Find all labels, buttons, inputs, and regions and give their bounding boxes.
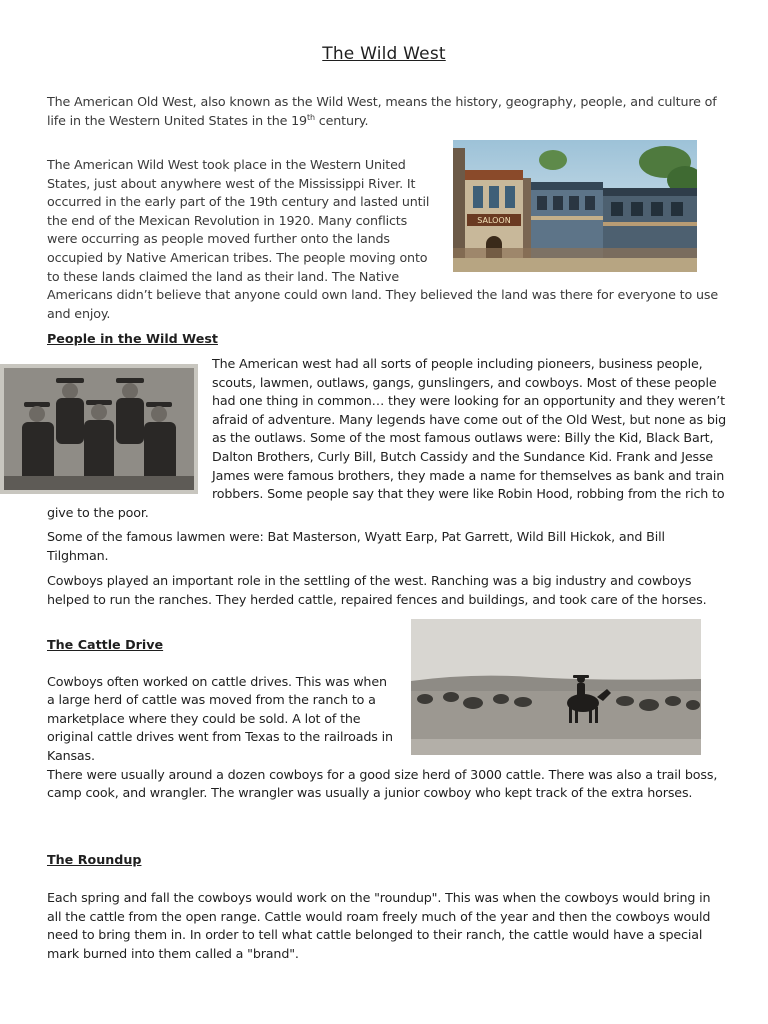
- people-paragraph: The American west had all sorts of people including pioneers, business people, scouts, lawmen, outlaws, gangs, gunslingers, and cowboys. Most of these people had one thing in common… they were looking for an opportunity and they weren’t afraid of adventure. Many legends have come out of the Old West, but none as big as the outlaws. Some of the most famous outlaws were: Billy the Kid, Black Bart, Dalton Brothers, Curly Bill, Butch Cassidy and the Sundance Kid. Frank and Jesse James were famous brothers, they made a name for themselves as bank and train robbers. Some people say that they were like Robin Hood, robbing from the rich to give to the poor.: [47, 356, 727, 520]
- western-town-photo: [453, 140, 697, 272]
- cattle-drive-paragraph-2: There were usually around a dozen cowboys for a good size herd of 3000 cattle. There was also a trail boss, camp cook, and wrangler. The wrangler was usually a junior cowboy who kept track of the extra horses.: [47, 766, 718, 801]
- outlaws-group-photo: [0, 364, 198, 494]
- intro-paragraph: [47, 93, 727, 130]
- description-section: [47, 156, 727, 323]
- intro-text: The American Old West, also known as the Wild West, means the history, geography, people, and culture of life in the Western United States in the 19: [47, 94, 717, 128]
- saloon-sign-text: SALOON: [477, 216, 511, 225]
- page-title: The Wild West: [322, 44, 446, 64]
- lawmen-paragraph: Some of the famous lawmen were: Bat Masterson, Wyatt Earp, Pat Garrett, Wild Bill Hickok, and Bill Tilghman.: [47, 529, 665, 563]
- people-heading: People in the Wild West: [47, 331, 218, 346]
- cattle-drive-photo: [411, 619, 701, 755]
- cowboys-paragraph: Cowboys played an important role in the settling of the west. Ranching was a big industry and cowboys helped to run the ranches. They herded cattle, repaired fences and buildings, and took care of the horses.: [47, 573, 707, 607]
- description-paragraph: The American Wild West took place in the Western United States, just about anywhere west of the Mississippi River. It occurred in the early part of the 19th century and lasted until the end of the Mexican Revolution in 1920. Many conflicts were occurring as people moved further onto the lands occupied by Native American tribes. The people moving onto to these lands claimed the land as their land. The Native Americans didn’t believe that anyone could own land. They believed the land was there for everyone to use and enjoy.: [47, 157, 718, 321]
- cattle-drive-section: [47, 610, 727, 803]
- cattle-drive-paragraph-1: Cowboys often worked on cattle drives. This was when a large herd of cattle was moved from the ranch to a marketplace where they could be sold. A lot of the original cattle drives went from Texas to the railroads in Kansas.: [47, 673, 393, 763]
- roundup-paragraph: Each spring and fall the cowboys would work on the "roundup". This was when the cowboys would bring in all the cattle from the open range. Cattle would roam freely much of the year and then the cowboys would need to bring them in. In order to tell what cattle belonged to their ranch, the cattle would have a special mark burned into them called a "brand".: [47, 890, 711, 961]
- people-section: [47, 355, 727, 522]
- intro-tail: century.: [314, 112, 369, 128]
- intro-superscript: th: [306, 112, 315, 122]
- cattle-drive-heading: The Cattle Drive: [47, 637, 164, 652]
- roundup-heading: The Roundup: [47, 852, 142, 867]
